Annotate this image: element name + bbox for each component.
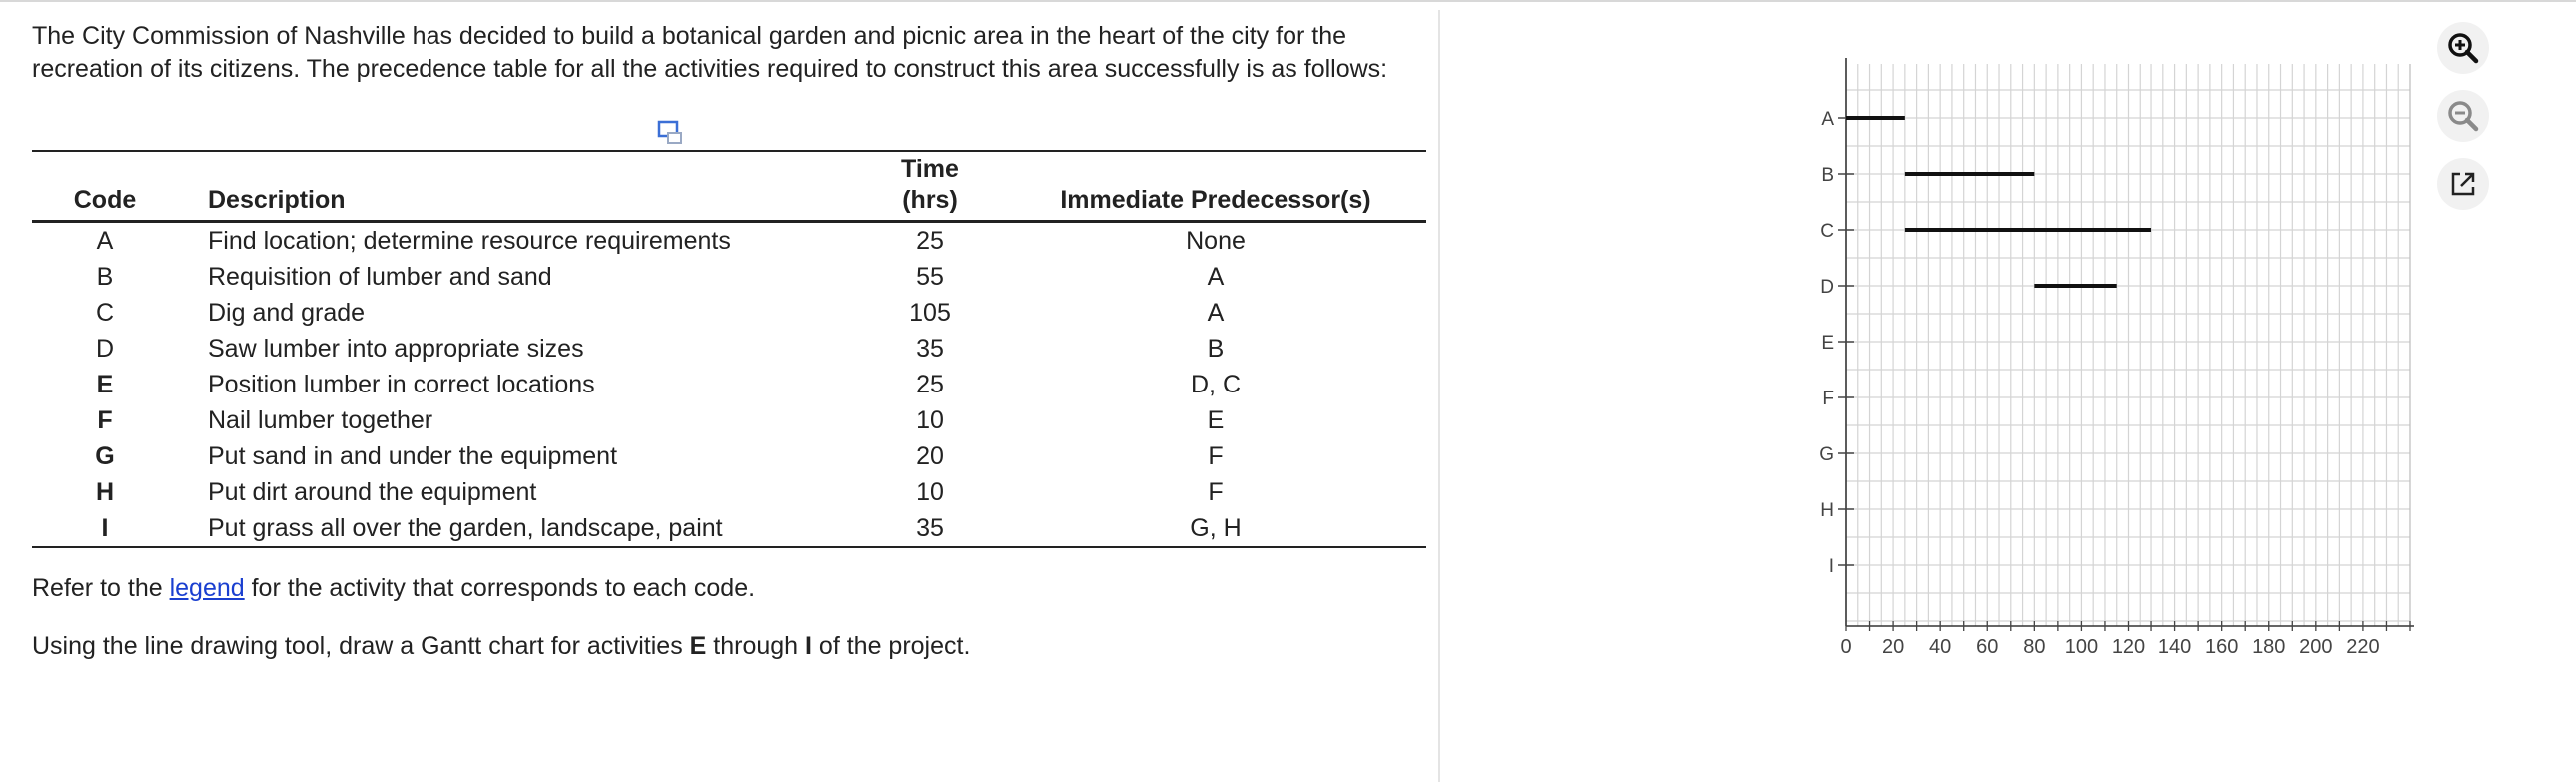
row-code: C (95, 299, 115, 327)
row-predecessors: E (1207, 406, 1225, 434)
row-predecessors: G, H (1190, 514, 1242, 542)
problem-panel (32, 20, 1430, 660)
header-predecessors: Immediate Predecessor(s) (1060, 186, 1371, 214)
y-tick-label: D (1820, 277, 1834, 298)
problem-intro: The City Commission of Nashville has decided to build a botanical garden and picnic area in the heart of the city for the recreation of its citizens. The precedence table for all the activities required to construct this area successfully is as follows: (32, 22, 1388, 83)
y-tick-label: F (1822, 389, 1834, 409)
header-time-line2: (hrs) (902, 186, 958, 214)
row-time: 10 (916, 478, 944, 506)
y-tick-label: E (1821, 333, 1834, 354)
x-tick-label: 0 (1840, 636, 1852, 658)
row-predecessors: F (1208, 442, 1224, 470)
header-time-line1: Time (901, 155, 959, 183)
row-description: Put dirt around the equipment (208, 478, 537, 506)
row-predecessors: A (1207, 263, 1225, 291)
x-tick-label: 220 (2346, 636, 2380, 658)
x-tick-label: 200 (2299, 636, 2333, 658)
table-row (32, 259, 1426, 295)
instr-suffix: of the project. (811, 632, 971, 660)
row-time: 55 (916, 263, 944, 291)
row-description: Find location; determine resource requirements (208, 227, 731, 255)
row-code: H (95, 478, 115, 506)
row-time: 25 (916, 371, 944, 398)
row-code: G (95, 442, 115, 470)
table-row (32, 331, 1426, 367)
popout-button[interactable] (2437, 158, 2489, 210)
y-tick-label: C (1820, 221, 1834, 242)
precedence-table (32, 150, 1426, 548)
row-description: Saw lumber into appropriate sizes (208, 335, 584, 363)
table-row (32, 474, 1426, 510)
zoom-out-icon (2445, 98, 2481, 134)
row-time: 105 (909, 299, 951, 327)
y-tick-label: H (1820, 500, 1834, 521)
table-header-row (32, 151, 1426, 222)
zoom-in-icon (2445, 30, 2481, 66)
row-description: Nail lumber together (208, 406, 433, 434)
row-description: Put sand in and under the equipment (208, 442, 618, 470)
row-time: 20 (916, 442, 944, 470)
header-code: Code (73, 186, 137, 214)
x-tick-label: 120 (2111, 636, 2146, 658)
top-border (0, 0, 2576, 2)
legend-link[interactable]: legend (169, 574, 245, 602)
refer-prefix: Refer to the (32, 574, 170, 602)
y-tick-label: A (1821, 109, 1834, 130)
instruction-text (32, 632, 970, 661)
instr-mid: through (706, 632, 806, 660)
instr-e: E (689, 632, 707, 660)
row-predecessors: A (1207, 299, 1225, 327)
table-row (32, 222, 1426, 260)
copy-table-icon[interactable] (657, 120, 685, 148)
popout-icon (2448, 169, 2478, 199)
graph-toolbar (2437, 22, 2497, 226)
table-row (32, 402, 1426, 438)
x-tick-label: 80 (2023, 636, 2046, 658)
y-tick-label: G (1819, 444, 1834, 465)
instr-i: I (805, 632, 812, 660)
row-description: Dig and grade (208, 299, 366, 327)
gantt-chart[interactable] (1798, 56, 2437, 665)
x-tick-label: 40 (1929, 636, 1952, 658)
header-description: Description (208, 186, 346, 214)
row-description: Put grass all over the garden, landscape, paint (208, 514, 723, 542)
row-time: 10 (916, 406, 944, 434)
row-code: D (95, 335, 115, 363)
panel-divider (1438, 10, 1440, 782)
header-time (855, 151, 1005, 222)
table-row (32, 510, 1426, 547)
row-time: 35 (916, 335, 944, 363)
row-description: Requisition of lumber and sand (208, 263, 552, 291)
y-tick-label: I (1828, 556, 1834, 577)
row-predecessors: F (1208, 478, 1224, 506)
refer-suffix: for the activity that corresponds to each code. (244, 574, 756, 602)
row-code: F (97, 406, 113, 434)
row-predecessors: B (1207, 335, 1225, 363)
x-tick-label: 60 (1976, 636, 1999, 658)
x-tick-label: 140 (2157, 636, 2192, 658)
row-code: E (96, 371, 114, 398)
row-code: A (96, 227, 114, 255)
table-row (32, 367, 1426, 402)
row-predecessors: None (1186, 227, 1246, 255)
y-tick-label: B (1821, 165, 1834, 186)
row-time: 25 (916, 227, 944, 255)
x-tick-label: 20 (1881, 636, 1905, 658)
refer-text (32, 574, 755, 603)
table-row (32, 295, 1426, 331)
x-tick-label: 100 (2064, 636, 2099, 658)
zoom-out-button[interactable] (2437, 90, 2489, 142)
x-tick-label: 160 (2204, 636, 2239, 658)
table-row (32, 438, 1426, 474)
row-code: I (101, 514, 109, 542)
row-description: Position lumber in correct locations (208, 371, 595, 398)
zoom-in-button[interactable] (2437, 22, 2489, 74)
instr-prefix: Using the line drawing tool, draw a Gantt chart for activities (32, 632, 690, 660)
row-predecessors: D, C (1191, 371, 1241, 398)
x-tick-label: 180 (2252, 636, 2286, 658)
row-code: B (96, 263, 114, 291)
row-time: 35 (916, 514, 944, 542)
